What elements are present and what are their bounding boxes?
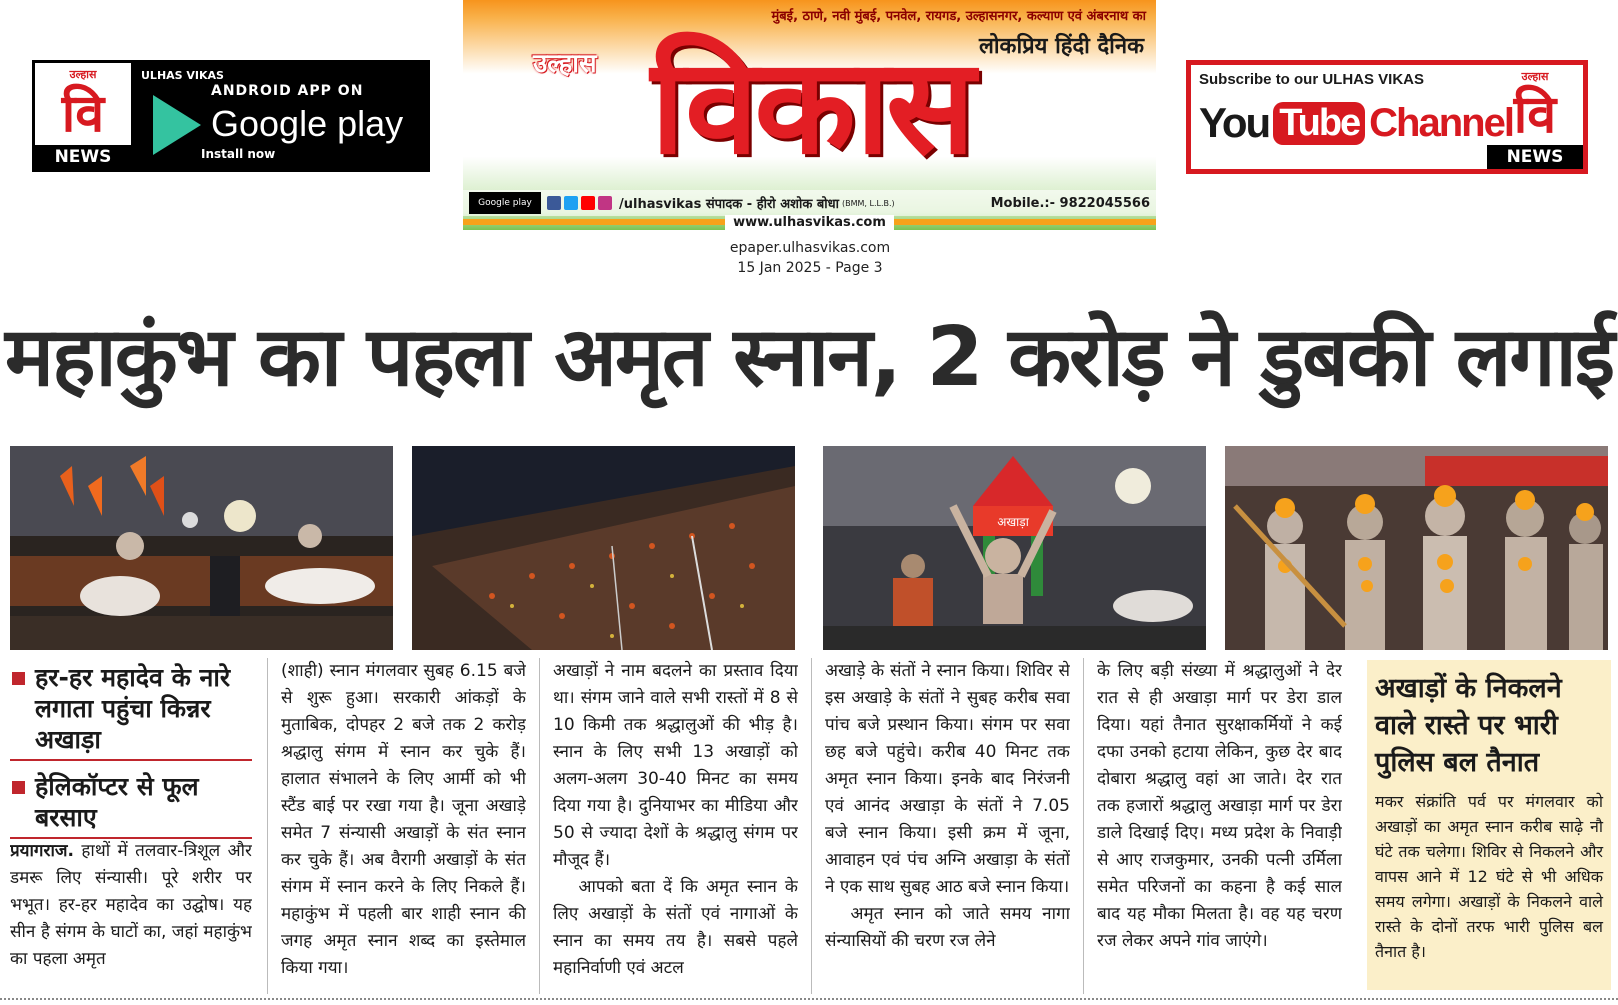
- google-play-icon: [153, 95, 201, 155]
- masthead-cities: मुंबई, ठाणे, नवी मुंबई, पनवेल, रायगड, उल्हासनगर, कल्याण एवं अंबरनाथ का: [771, 9, 1146, 24]
- side-story-box: [1367, 660, 1611, 990]
- bullet-square-icon: [12, 781, 25, 794]
- masthead-mobile: Mobile.:- 9822045566: [990, 195, 1150, 211]
- logo-glyph: वि: [61, 83, 105, 144]
- youtube-channel-wordmark: [1199, 99, 1513, 147]
- subhead-item: [10, 658, 252, 761]
- bottom-divider: [0, 998, 1618, 1000]
- photo-crowd-aerial: [412, 446, 795, 650]
- install-now-label: Install now: [201, 147, 276, 161]
- photo-4-illustration: [1225, 446, 1608, 650]
- you-text: You: [1199, 99, 1270, 146]
- article-dateline: प्रयागराज.: [10, 841, 74, 861]
- article-text: अमृत स्नान को जाते समय नागा संन्यासियों की चरण रज लेने: [825, 904, 1070, 951]
- twitter-icon[interactable]: [564, 196, 578, 210]
- logo-small-text: उल्हास: [69, 68, 97, 81]
- article-text: अखाड़े के संतों ने स्नान किया। शिविर से इस अखाड़े के संतों ने सुबह करीब सवा पांच बजे प्रस्थान किया। संगम पर सवा छह बजे पहुंचे। करीब 40 मिनट तक अमृत स्नान किया। इनके बाद निरंजनी एवं आनंद अखाड़ा के संतों ने 7.05 बजे स्नान किया। इसी क्रम में जूना, आवाहन एवं पंच अग्नि अखाड़ा के संतों ने एक साथ सुबह आठ बजे स्नान किया।: [825, 661, 1070, 897]
- divider: [894, 219, 1156, 225]
- logo-news-label: NEWS: [1487, 145, 1583, 169]
- masthead-tagline: लोकप्रिय हिंदी दैनिक: [978, 34, 1144, 59]
- photo-1-illustration: [10, 446, 393, 650]
- youtube-subscribe-block[interactable]: [1191, 65, 1513, 169]
- google-play-badge[interactable]: [131, 63, 427, 169]
- subscribe-label: Subscribe to our ULHAS VIKAS: [1199, 71, 1425, 88]
- photo-2-illustration: [412, 446, 795, 650]
- masthead-google-play-badge[interactable]: Google play: [469, 192, 541, 214]
- social-handle-editor: /ulhasvikas संपादक - हीरो अशोक बोधा: [619, 197, 839, 212]
- article-column-2: [281, 658, 526, 998]
- masthead-small-title: उल्हास: [533, 49, 597, 79]
- channel-text: Channel: [1369, 100, 1513, 145]
- column-divider: [539, 658, 540, 994]
- divider: [463, 219, 725, 225]
- subhead-text: हेलिकॉप्टर से फूल बरसाए: [35, 772, 199, 832]
- photo-3-illustration: [823, 446, 1206, 650]
- youtube-icon[interactable]: [581, 196, 595, 210]
- masthead-title: विकास: [650, 30, 972, 184]
- tube-text: Tube: [1273, 102, 1365, 145]
- article-column-3: [553, 658, 798, 998]
- logo-news-label: NEWS: [35, 145, 131, 169]
- youtube-channel-ad[interactable]: [1186, 60, 1588, 174]
- sign-text: अखाड़ा: [997, 515, 1029, 529]
- side-story-title: अखाड़ों के निकलने वाले रास्ते पर भारी पुलिस बल तैनात: [1375, 673, 1562, 778]
- side-story-text: मकर संक्रांति पर्व पर मंगलवार को अखाड़ों का अमृत स्नान करीब साढ़े नौ घंटे तक चलेगा। शिविर से निकलने और वापस आने में 12 घंटे से भी अधिक समय लगेगा। अखाड़ों के निकलने वाले रास्ते के दोनों तरफ भारी पुलिस बल तैनात है।: [1375, 792, 1603, 961]
- instagram-icon[interactable]: [598, 196, 612, 210]
- article-text: आपको बता दें कि अमृत स्नान के लिए अखाड़ों के संतों एवं नागाओं के स्नान का समय तय है। सबसे पहले महानिर्वाणी एवं अटल: [553, 877, 798, 978]
- newspaper-masthead: [463, 0, 1156, 230]
- article-paragraph: [10, 838, 252, 973]
- masthead-info-bar: [463, 190, 1156, 216]
- epaper-date-page: 15 Jan 2025 - Page 3: [737, 260, 883, 276]
- article-text: हाथों में तलवार-त्रिशूल और डमरू लिए संन्यासी। पूरे शरीर पर भभूत। हर-हर महादेव का उद्घोष। यह सीन है संगम के घाटों का, जहां महाकुंभ का पहला अमृत: [10, 841, 252, 969]
- subhead-item: [10, 767, 252, 839]
- logo-glyph: वि: [1513, 84, 1557, 145]
- google-play-ad[interactable]: [32, 60, 430, 172]
- photo-sadhu-procession: [823, 446, 1206, 650]
- facebook-icon[interactable]: [547, 196, 561, 210]
- article-subheads: [10, 658, 252, 845]
- subhead-text: हर-हर महादेव के नारे लगाता पहुंचा किन्नर अखाड़ा: [35, 663, 231, 754]
- epaper-site[interactable]: epaper.ulhasvikas.com: [729, 240, 891, 256]
- masthead-website-row: [463, 214, 1156, 230]
- logo-small-text: उल्हास: [1521, 70, 1549, 83]
- article-text: के लिए बड़ी संख्या में श्रद्धालुओं ने देर रात से ही अखाड़ा मार्ग पर डेरा डाल दिया। यहां तैनात सुरक्षाकर्मियों ने कई दफा उनको हटाया लेकिन, कुछ देर बाद दोबारा श्रद्धालु वहां आ जाते। देर रात तक हजारों श्रद्धालु अखाड़ा मार्ग पर डेरा डाले दिखाई दिए। मध्य प्रदेश के निवाड़ी से आए राजकुमार, उनकी पत्नी उर्मिला समेत परिजनों का कहना है कई साल बाद यह मौका मिलता है। वह यह चरण रज लेकर अपने गांव जाएंगे।: [1097, 661, 1342, 951]
- main-headline: महाकुंभ का पहला अमृत स्नान, 2 करोड़ ने डुबकी लगाई: [4, 310, 1614, 405]
- article-column-5: [1097, 658, 1342, 998]
- android-app-label: ANDROID APP ON: [211, 83, 364, 99]
- ad-brand: ULHAS VIKAS: [141, 69, 224, 82]
- article-text: (शाही) स्नान मंगलवार सुबह 6.15 बजे से शुरू हुआ। सरकारी आंकड़ों के मुताबिक, दोपहर 2 बजे तक 2 करोड़ श्रद्धालु संगम में स्नान कर चुके हैं। हालात संभालने के लिए आर्मी को भी स्टैंड बाई पर रखा गया है। जूना अखाड़े समेत 7 संन्यासी अखाड़ों के संत स्नान कर चुके हैं। अब वैरागी अखाड़ों के संत संगम में स्नान करने के लिए निकले हैं। महाकुंभ में पहली बार शाही स्नान की जगह अमृत स्नान शब्द का इस्तेमाल किया गया।: [281, 661, 526, 978]
- bullet-square-icon: [12, 672, 25, 685]
- photo-naga-sadhus-on-horses: [10, 446, 393, 650]
- column-divider: [1083, 658, 1084, 994]
- column-divider: [267, 658, 268, 994]
- ulhas-vikas-news-logo: [35, 63, 131, 169]
- google-play-label: Google play: [211, 103, 404, 144]
- article-text: अखाड़ों ने नाम बदलने का प्रस्ताव दिया था। संगम जाने वाले सभी रास्तों में 8 से 10 किमी तक श्रद्धालुओं की भीड़ है। स्नान के लिए सभी 13 अखाड़ों को अलग-अलग 30-40 मिनट का समय दिया गया है। दुनियाभर का मीडिया और 50 से ज्यादा देशों के श्रद्धालु संगम पर मौजूद हैं।: [553, 661, 798, 870]
- column-divider: [811, 658, 812, 994]
- masthead-website[interactable]: www.ulhasvikas.com: [725, 215, 894, 230]
- photo-naga-sadhus-marigold: [1225, 446, 1608, 650]
- article-column-4: [825, 658, 1070, 998]
- epaper-info: [700, 238, 920, 278]
- editor-degree: (BMM, L.L.B.): [842, 198, 895, 208]
- article-column-1: [10, 838, 252, 998]
